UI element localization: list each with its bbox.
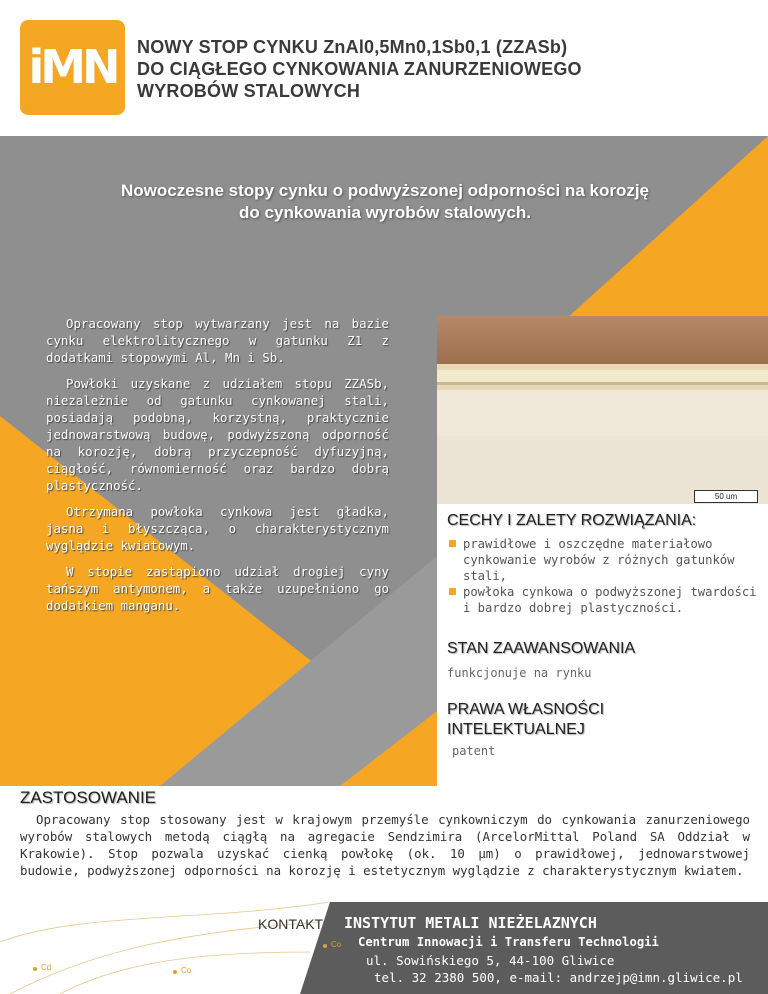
ip-title-line-2: INTELEKTUALNEJ — [447, 721, 585, 738]
ip-title — [447, 700, 747, 740]
application-body: Opracowany stop stosowany jest w krajowym przemyśle cynkowniczym do cynkowania zanurzeniowego wyrobów stalowych metodą ciągłą na agregacie Sendzimira (ArcelorMittal Poland SA Oddział w Krakowie). Stop pozwala uzyskać cienką powłokę (ok. 10 µm) o prawidłowej, jednowarstwowej budowie, podwyższonej odporności na korozję i estetycznym wyglądzie z charakterystycznym kwiatem. — [20, 812, 750, 878]
ip-value: patent — [452, 744, 496, 758]
bullet-icon — [449, 588, 456, 595]
description-paragraph: Otrzymana powłoka cynkowa jest gładka, jasna i błyszcząca, o charakterystycznym wyglądzie kwiatowym. — [46, 504, 389, 553]
stage-title: STAN ZAAWANSOWANIA — [447, 640, 636, 657]
list-item — [447, 536, 762, 584]
scale-bar: 50 um — [694, 490, 758, 503]
contact-label: KONTAKT — [258, 916, 324, 932]
title-line-2: DO CIĄGŁEGO CYNKOWANIA ZANURZENIOWEGO — [137, 59, 582, 79]
address: ul. Sowińskiego 5, 44-100 Gliwice — [366, 953, 615, 968]
title-line-3: WYROBÓW STALOWYCH — [137, 81, 361, 101]
coating-micrograph — [437, 316, 768, 504]
feature-text: powłoka cynkowa o podwyższonej twardości i bardzo dobrej plastyczności. — [463, 585, 757, 615]
description-paragraph: Powłoki uzyskane z udziałem stopu ZZASb, niezależnie od gatunku cynkowanej stali, posiadają podobną, korzystną, praktycznie jednowarstwową budowę, podwyższoną odporność na korozję, dobrą przyczepność dyfuzyjną, ciągłość, równomierność oraz bardzo dobrą plastyczność. — [46, 376, 389, 493]
element-label: Co — [331, 940, 342, 949]
application-text — [20, 811, 750, 879]
bullet-icon — [449, 540, 456, 547]
features-list — [447, 536, 762, 616]
stage-value: funkcjonuje na rynku — [447, 666, 592, 680]
organization-name: INSTYTUT METALI NIEŻELAZNYCH — [344, 914, 597, 932]
department-name: Centrum Innowacji i Transferu Technologii — [358, 935, 659, 949]
ip-title-line-1: PRAWA WŁASNOŚCI — [447, 701, 605, 718]
list-item — [447, 584, 762, 616]
headline — [60, 180, 710, 224]
description — [46, 315, 389, 623]
features-title: CECHY I ZALETY ROZWIĄZANIA: — [447, 512, 697, 529]
title-line-1: NOWY STOP CYNKU ZnAl0,5Mn0,1Sb0,1 (ZZASb) — [137, 37, 568, 57]
logo-text: iMN — [28, 40, 117, 94]
description-paragraph: Opracowany stop wytwarzany jest na bazie cynku elektrolitycznego w gatunku Z1 z dodatkami stopowymi Al, Mn i Sb. — [46, 316, 389, 365]
contact-details: tel. 32 2380 500, e-mail: andrzejp@imn.gliwice.pl — [374, 970, 743, 985]
page-title — [137, 36, 697, 102]
application-title: ZASTOSOWANIE — [20, 788, 157, 807]
headline-line-1: Nowoczesne stopy cynku o podwyższonej odporności na korozję — [120, 181, 650, 200]
headline-line-2: do cynkowania wyrobów stalowych. — [239, 203, 531, 222]
element-label: Cd — [41, 963, 52, 972]
imn-logo — [20, 20, 125, 115]
description-paragraph: W stopie zastąpiono udział drogiej cyny tańszym antymonem, a także uzupełniono go dodatkiem manganu. — [46, 564, 389, 613]
element-label: Co — [181, 966, 192, 975]
feature-text: prawidłowe i oszczędne materiałowo cynkowanie wyrobów z różnych gatunków stali, — [463, 537, 735, 583]
